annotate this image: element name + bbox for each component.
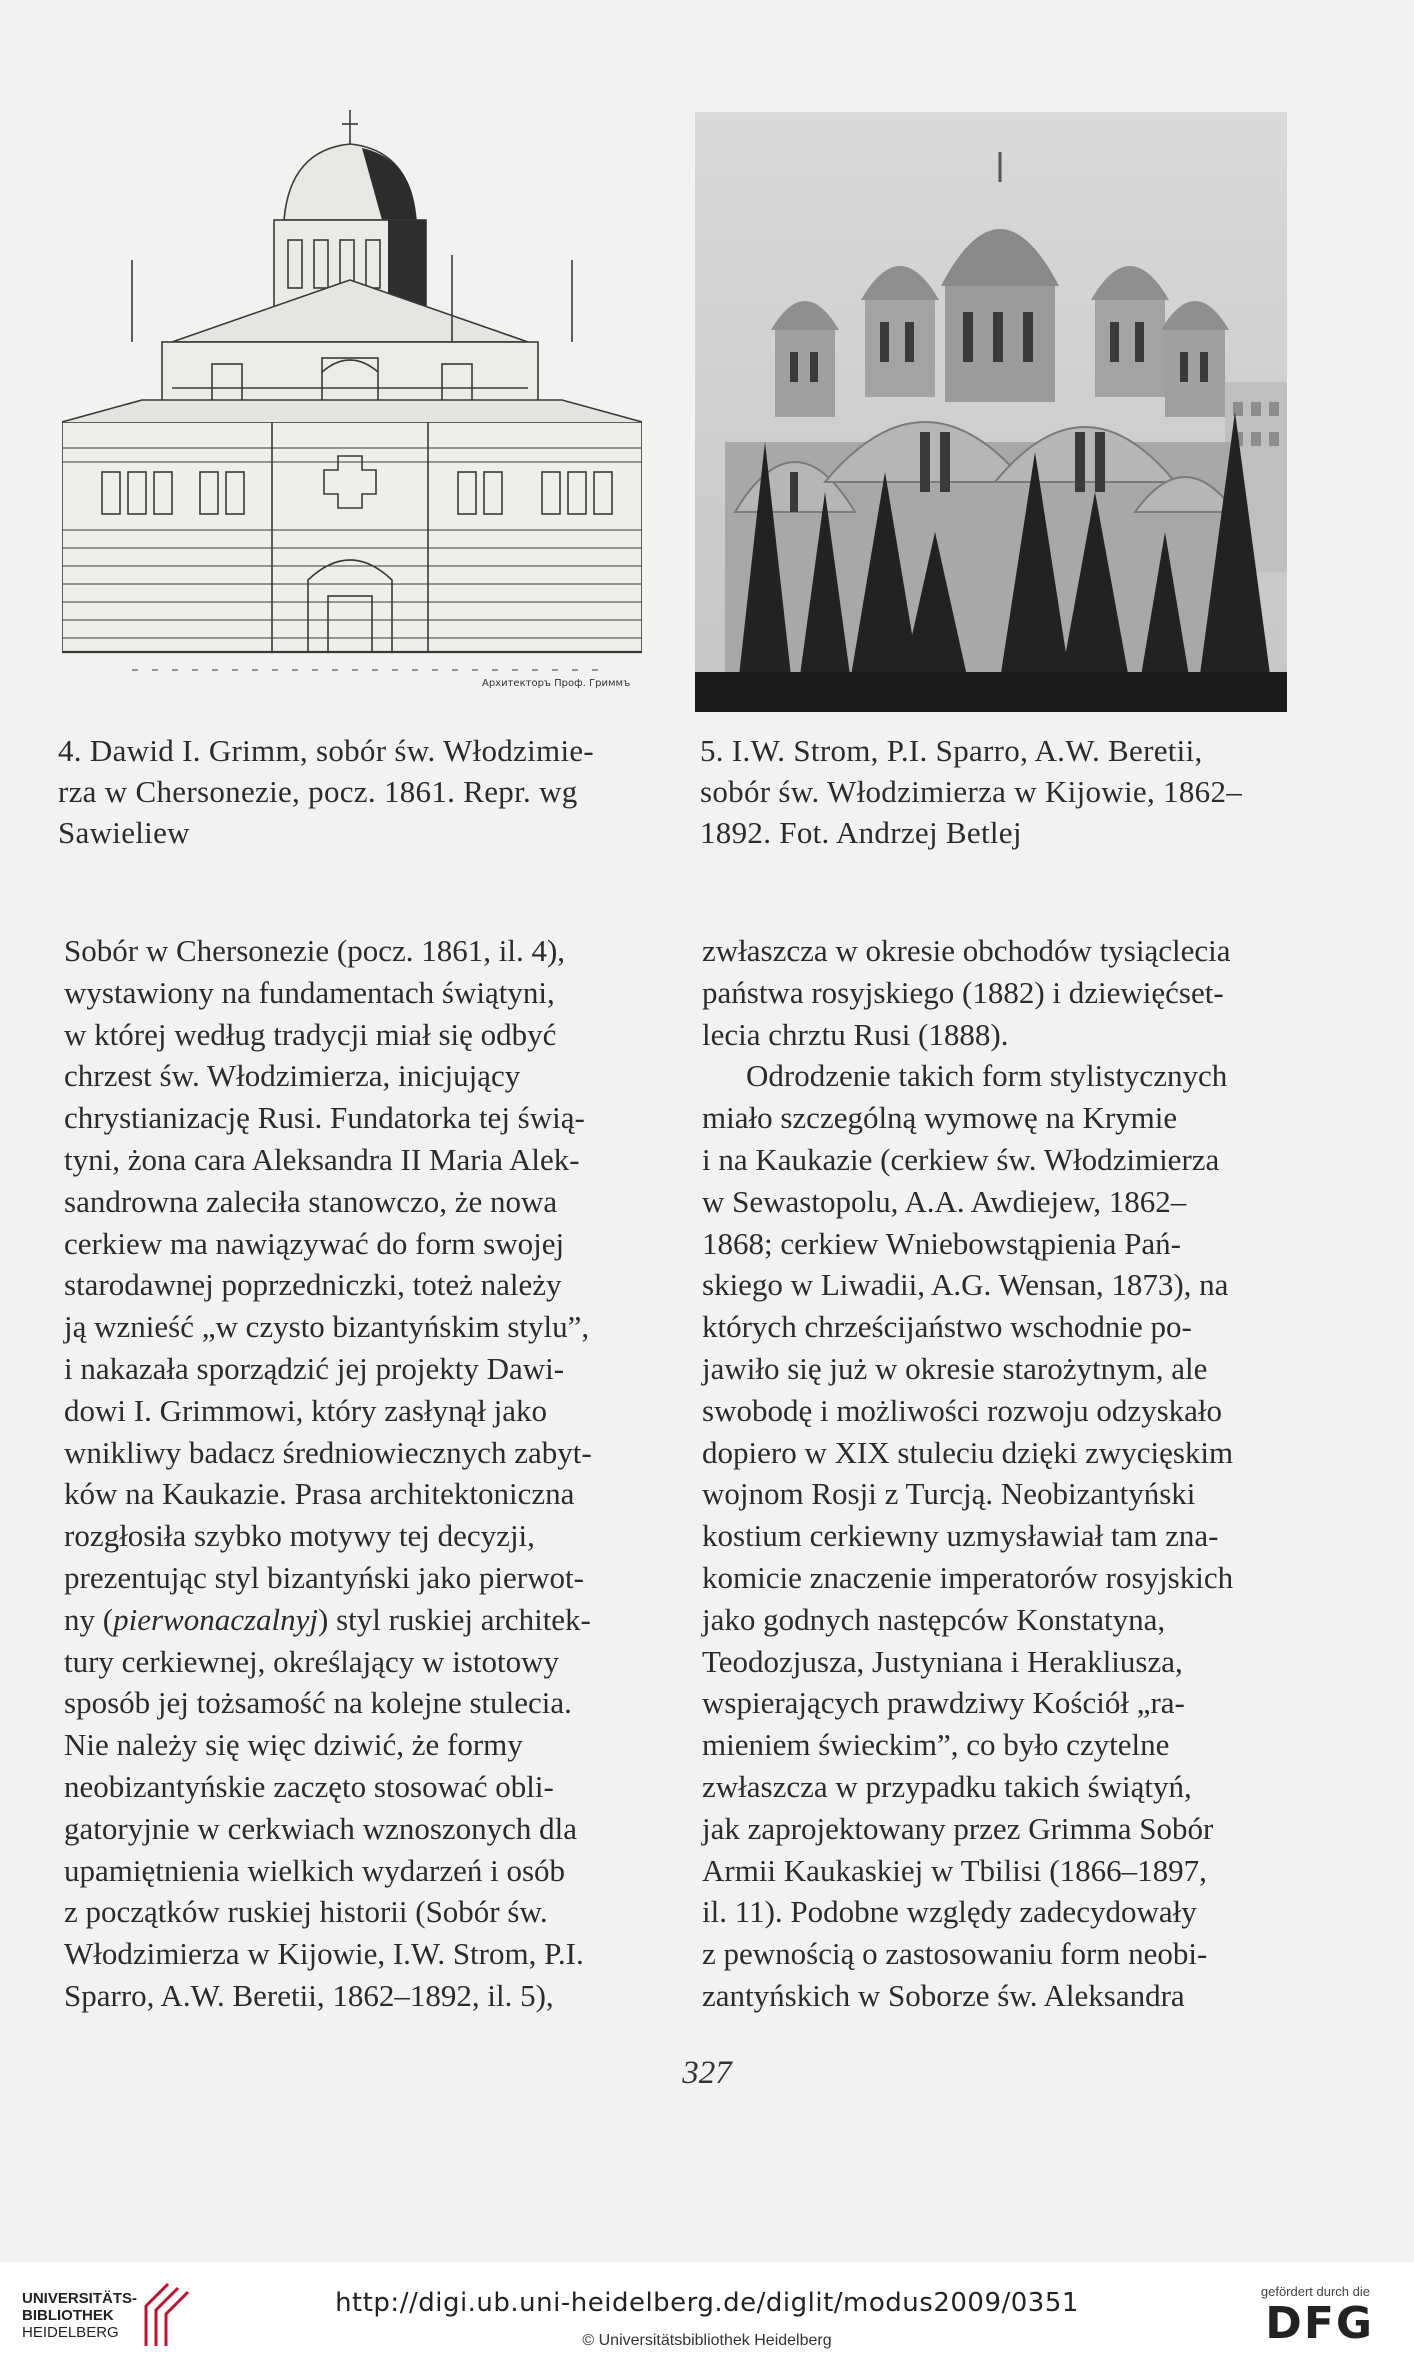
photo-svg <box>695 112 1287 712</box>
text-line: dopiero w XIX stuleciu dzięki zwycięskim <box>702 1434 1234 1470</box>
page-number: 327 <box>682 2055 732 2091</box>
text-line: upamiętnienia wielkich wydarzeń i osób <box>64 1852 566 1888</box>
text-line: wojnom Rosji z Turcją. Neobizantyński <box>702 1476 1196 1512</box>
library-name-line: BIBLIOTHEK <box>22 2307 114 2324</box>
text-line: tyni, żona cara Aleksandra II Maria Alek- <box>64 1141 580 1177</box>
text-line: Teodozjusza, Justyniana i Herakliusza, <box>702 1643 1183 1679</box>
text-line: wspierających prawdziwy Kościół „ra- <box>702 1685 1185 1721</box>
text-line: wystawiony na fundamentach świątyni, <box>64 974 555 1010</box>
text-line: zantyńskich w Soborze św. Aleksandra <box>702 1977 1185 2013</box>
text-line: cerkiew ma nawiązywać do form swojej <box>64 1225 565 1261</box>
caption-line: rza w Chersonezie, pocz. 1861. Repr. wg <box>58 774 578 809</box>
text-line: prezentując styl bizantyński jako pierwot- <box>64 1559 584 1595</box>
text-line: il. 11). Podobne względy zadecydowały <box>702 1894 1197 1930</box>
copyright-notice: © Universitätsbibliothek Heidelberg <box>582 2332 832 2349</box>
text-line: i na Kaukazie (cerkiew św. Włodzimierza <box>702 1141 1220 1177</box>
text-line: z pewnością o zastosowaniu form neobi- <box>702 1936 1208 1972</box>
caption-line: 1892. Fot. Andrzej Betlej <box>700 815 1022 850</box>
text-line: komicie znaczenie imperatorów rosyjskich <box>702 1559 1234 1595</box>
text-line: starodawnej poprzedniczki, toteż należy <box>64 1267 562 1303</box>
library-name-line: UNIVERSITÄTS- <box>22 2290 138 2307</box>
text-line: sposób jej tożsamość na kolejne stulecia. <box>64 1685 572 1721</box>
funding-label: gefördert durch die <box>1260 2284 1370 2299</box>
text-line: swobodę i możliwości rozwoju odzyskało <box>702 1392 1223 1428</box>
text-line: Odrodzenie takich form stylistycznych <box>746 1058 1228 1094</box>
text-line: skiego w Liwadii, A.G. Wensan, 1873), na <box>702 1267 1229 1303</box>
text-line: jako godnych następców Konstatyna, <box>702 1601 1166 1637</box>
text-line: zwłaszcza w przypadku takich świątyń, <box>702 1768 1192 1804</box>
text-line <box>64 1599 654 1641</box>
text-line: ją wznieść „w czysto bizantyńskim stylu”, <box>64 1309 590 1345</box>
text-fragment: ) styl ruskiej architek- <box>318 1601 591 1637</box>
caption-line: sobór św. Włodzimierza w Kijowie, 1862– <box>700 774 1243 809</box>
digitization-footer <box>0 2262 1414 2364</box>
text-line: zwłaszcza w okresie obchodów tysiąclecia <box>702 933 1231 968</box>
text-line: Sparro, A.W. Beretii, 1862–1892, il. 5), <box>64 1977 554 2013</box>
text-line: wnikliwy badacz średniowiecznych zabyt- <box>64 1434 592 1470</box>
text-line: mieniem świeckim”, co było czytelne <box>702 1727 1170 1763</box>
text-line: Sobór w Chersonezie (pocz. 1861, il. 4), <box>64 933 566 968</box>
library-name-line: HEIDELBERG <box>22 2324 119 2341</box>
text-line: tury cerkiewnej, określający w istotowy <box>64 1643 559 1679</box>
text-line: miało szczególną wymowę na Krymie <box>702 1100 1178 1136</box>
body-text-right-column <box>702 930 1302 2017</box>
drawing-svg <box>62 110 642 700</box>
text-line: państwa rosyjskiego (1882) i dziewięćset- <box>702 974 1224 1010</box>
text-line: ków na Kaukazie. Prasa architektoniczna <box>64 1476 575 1512</box>
text-fragment: ny ( <box>64 1601 114 1637</box>
text-line: jawiło się już w okresie starożytnym, ale <box>702 1350 1208 1386</box>
text-line: Nie należy się więc dziwić, że formy <box>64 1727 523 1763</box>
figure-4-caption <box>58 730 648 853</box>
text-line: gatoryjnie w cerkwiach wznoszonych dla <box>64 1810 578 1846</box>
figure-5-caption <box>700 730 1300 853</box>
text-line: w której według tradycji miał się odbyć <box>64 1016 557 1052</box>
body-text-left-column <box>64 930 654 2017</box>
text-line: 1868; cerkiew Wniebowstąpienia Pań- <box>702 1225 1181 1261</box>
drawing-signature: Архитекторъ Проф. Гриммъ <box>482 678 631 689</box>
text-line: Włodzimierza w Kijowie, I.W. Strom, P.I. <box>64 1936 584 1972</box>
text-line: rozgłosiła szybko motywy tej decyzji, <box>64 1518 535 1554</box>
text-line: sandrowna zaleciła stanowczo, że nowa <box>64 1183 558 1219</box>
text-line: w Sewastopolu, A.A. Awdiejew, 1862– <box>702 1183 1187 1219</box>
text-line: Armii Kaukaskiej w Tbilisi (1866–1897, <box>702 1852 1207 1888</box>
permalink-url[interactable]: http://digi.ub.uni-heidelberg.de/diglit/modus2009/0351 <box>335 2288 1079 2318</box>
text-line: neobizantyńskie zaczęto stosować obli- <box>64 1768 554 1804</box>
text-line: lecia chrztu Rusi (1888). <box>702 1016 1009 1052</box>
text-line: chrystianizację Rusi. Fundatorka tej świą- <box>64 1100 585 1136</box>
text-line: i nakazała sporządzić jej projekty Dawi- <box>64 1350 565 1386</box>
text-line: z początków ruskiej historii (Sobór św. <box>64 1894 548 1930</box>
text-line: chrzest św. Włodzimierza, inicjujący <box>64 1058 521 1094</box>
cathedral-photograph <box>695 112 1287 712</box>
text-line: dowi I. Grimmowi, który zasłynął jako <box>64 1392 547 1428</box>
caption-line: 5. I.W. Strom, P.I. Sparro, A.W. Beretii, <box>700 733 1203 768</box>
cathedral-elevation-drawing <box>62 110 642 700</box>
text-line: jak zaprojektowany przez Grimma Sobór <box>702 1810 1214 1846</box>
text-line: których chrześcijaństwo wschodnie po- <box>702 1309 1192 1345</box>
caption-line: Sawieliew <box>58 815 190 850</box>
dfg-logo[interactable]: DFG <box>1265 2298 1374 2349</box>
caption-line: 4. Dawid I. Grimm, sobór św. Włodzimie- <box>58 733 595 768</box>
text-line: kostium cerkiewny uzmysławiał tam zna- <box>702 1518 1219 1554</box>
italic-term: pierwonaczalnyj <box>113 1601 318 1637</box>
